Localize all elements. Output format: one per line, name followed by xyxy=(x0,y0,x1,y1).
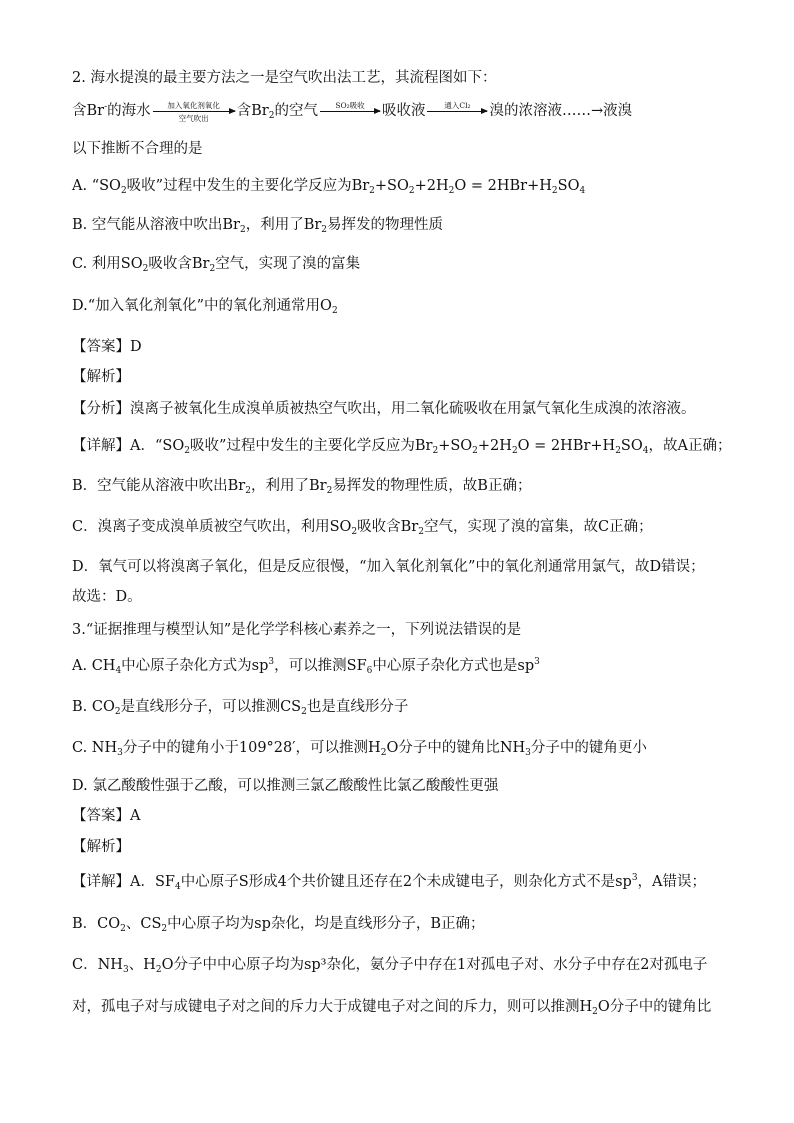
q3-option-a: A. $CH_4$中心原子杂化方式为$sp^3$，可以推测$SF_6$中心原子杂化方式也是$sp^3$ xyxy=(72,657,540,676)
q2-option-b: B. 空气能从溶液中吹出$Br_2$，利用了$Br_2$易挥发的物理性质 xyxy=(72,217,444,235)
q2-option-a: A. “$SO_2$吸收”过程中发生的主要化学反应为$Br_2+SO_2+2H_2O = 2HBr+H_2SO_4$ xyxy=(72,178,586,196)
q3-answer: 【答案】A xyxy=(72,808,141,824)
q3-option-c: C. $NH_3$分子中的键角小于109°28′，可以推测$H_2O$分子中的键角比$NH_3$分子中的键角更小 xyxy=(72,740,647,758)
q2-option-c: C. 利用$SO_2$吸收含$Br_2$空气，实现了溴的富集 xyxy=(72,256,361,274)
flow-arrow-3: 通入Cl₂ xyxy=(427,111,487,112)
q2-flow xyxy=(72,101,632,121)
q2-stem-text: 2. 海水提溴的最主要方法之一是空气吹出法工艺，其流程图如下： xyxy=(72,70,497,86)
flow-step-1: 含Br-的海水 xyxy=(72,102,151,119)
q3-option-d: D. 氯乙酸酸性强于乙酸，可以推测三氯乙酸酸性比氯乙酸酸性更强 xyxy=(72,778,499,794)
flow-arrow-1: 加入氧化剂氧化 空气吹出 xyxy=(153,111,235,112)
q2-detail-c: C．溴离子变成溴单质被空气吹出，利用$SO_2$吸收含$Br_2$空气，实现了溴的富集，故C正确； xyxy=(72,519,653,537)
q2-answer: 【答案】D xyxy=(72,339,142,355)
q2-detail-d: D．氧气可以将溴离子氧化，但是反应很慢，“加入氧化剂氧化”中的氧化剂通常用氯气，故D错误； xyxy=(72,559,705,575)
q3-detail-a: 【详解】A．$SF_4$中心原子S形成4个共价键且还存在2个未成键电子，则杂化方式不是$sp^3$，A错误； xyxy=(72,873,707,892)
q3-stem: 3.“证据推理与模型认知”是化学学科核心素养之一，下列说法错误的是 xyxy=(72,622,522,638)
q3-option-b: B. $CO_2$是直线形分子，可以推测$CS_2$也是直线形分子 xyxy=(72,699,409,717)
q2-option-d: D.“加入氧化剂氧化”中的氧化剂通常用$O_2$ xyxy=(72,298,338,316)
q3-detail-c-cont: 对，孤电子对与成键电子对之间的斥力大于成键电子对之间的斥力，则可以推测$H_2O$分子中的键角比 xyxy=(72,999,712,1017)
q3-detail-c: C．$NH_3$、$H_2O$分子中中心原子均为sp³杂化，氨分子中存在1对孤电子对、水分子中存在2对孤电子 xyxy=(72,957,708,975)
q2-stem xyxy=(72,68,496,88)
q2-analysis-heading: 【解析】 xyxy=(72,369,130,385)
q2-detail-a: 【详解】A．“$SO_2$吸收”过程中发生的主要化学反应为$Br_2+SO_2+2H_2O = 2HBr+H_2SO_4$，故A正确； xyxy=(72,438,732,456)
flow-step-4: 溴的浓溶液……→液溴 xyxy=(489,103,633,119)
q2-fenxi: 【分析】溴离子被氧化生成溴单质被热空气吹出，用二氧化硫吸收在用氯气氧化生成溴的浓溶液。 xyxy=(72,401,696,417)
q2-detail-b: B．空气能从溶液中吹出$Br_2$，利用了$Br_2$易挥发的物理性质，故B正确； xyxy=(72,478,532,496)
flow-arrow-2: SO₂吸收 xyxy=(320,111,380,112)
q2-choose: 故选：D。 xyxy=(72,589,142,605)
q3-analysis-heading: 【解析】 xyxy=(72,839,130,855)
q2-prompt: 以下推断不合理的是 xyxy=(72,141,203,157)
q3-detail-b: B．$CO_2$、$CS_2$中心原子均为sp杂化，均是直线形分子，B正确； xyxy=(72,916,485,934)
flow-step-3: 吸收液 xyxy=(381,103,426,119)
flow-step-2: 含$Br_2$的空气 xyxy=(236,103,318,121)
